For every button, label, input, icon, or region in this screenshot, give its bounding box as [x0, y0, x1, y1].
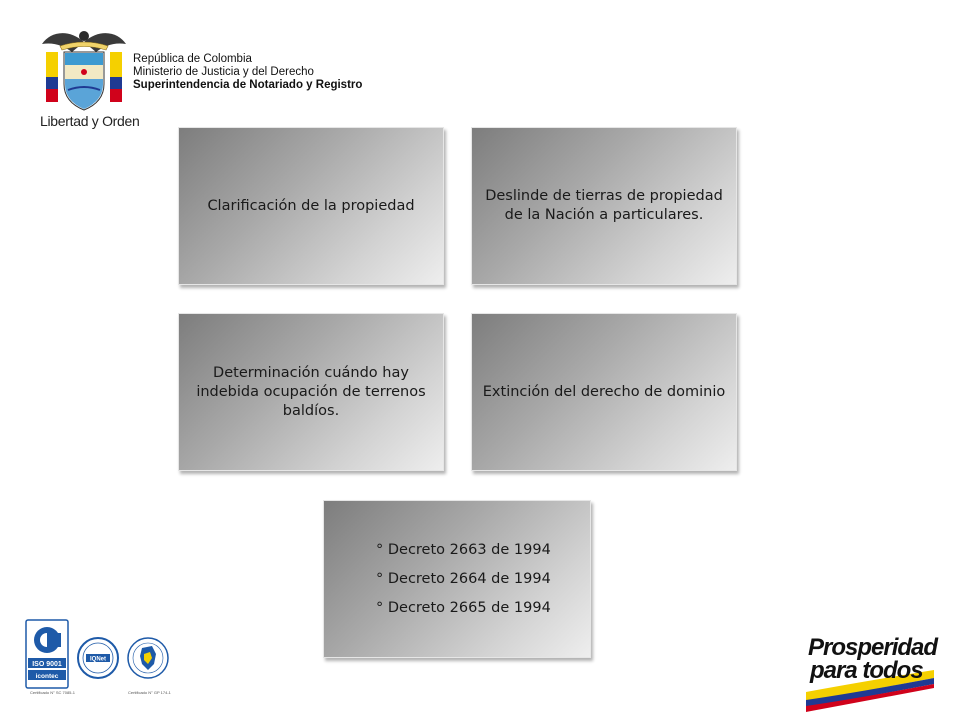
box-deslinde: [471, 127, 737, 285]
cert-caption-right: Certificado N° GP 174-1: [128, 690, 171, 695]
box-extincion: [471, 313, 737, 471]
decree-item: ° Decreto 2663 de 1994: [376, 541, 551, 558]
slogan-line-2: para todos: [810, 657, 923, 684]
motto-text: Libertad y Orden: [40, 113, 140, 129]
iso-label: ISO 9001: [32, 661, 62, 668]
box-clarificacion: [178, 127, 444, 285]
header-line-superintendency: Superintendencia de Notariado y Registro: [133, 79, 363, 91]
colombia-coat-of-arms-icon: [38, 22, 130, 114]
box-extincion-text: Extinción del derecho de dominio: [482, 383, 726, 400]
header-line-republic: República de Colombia: [133, 53, 252, 65]
decree-item: ° Decreto 2664 de 1994: [376, 570, 551, 587]
icontec-label: icontec: [35, 673, 59, 680]
box-clarificacion-text: Clarificación de la propiedad: [207, 197, 415, 214]
colombia-map-seal-icon: [128, 638, 168, 678]
box-ocupacion: [178, 313, 444, 471]
institution-header: [133, 53, 362, 92]
iqnet-label: IQNet: [89, 656, 107, 663]
decree-item: ° Decreto 2665 de 1994: [376, 599, 551, 616]
box-deslinde-text: Deslinde de tierras de propiedad de la Nación a particulares.: [485, 188, 723, 223]
header-line-ministry: Ministerio de Justicia y del Derecho: [133, 66, 314, 78]
iqnet-logo-icon: [78, 638, 118, 678]
box-ocupacion-text: Determinación cuándo hay indebida ocupación de terrenos baldíos.: [196, 364, 426, 419]
icontec-iso-logo-icon: [26, 620, 68, 688]
cert-caption-left: Certificado N° SC 7085-1: [30, 690, 75, 695]
slogan-line-1: Prosperidad: [808, 634, 938, 661]
certification-logos: [24, 618, 174, 698]
box-decretos: [323, 500, 591, 658]
